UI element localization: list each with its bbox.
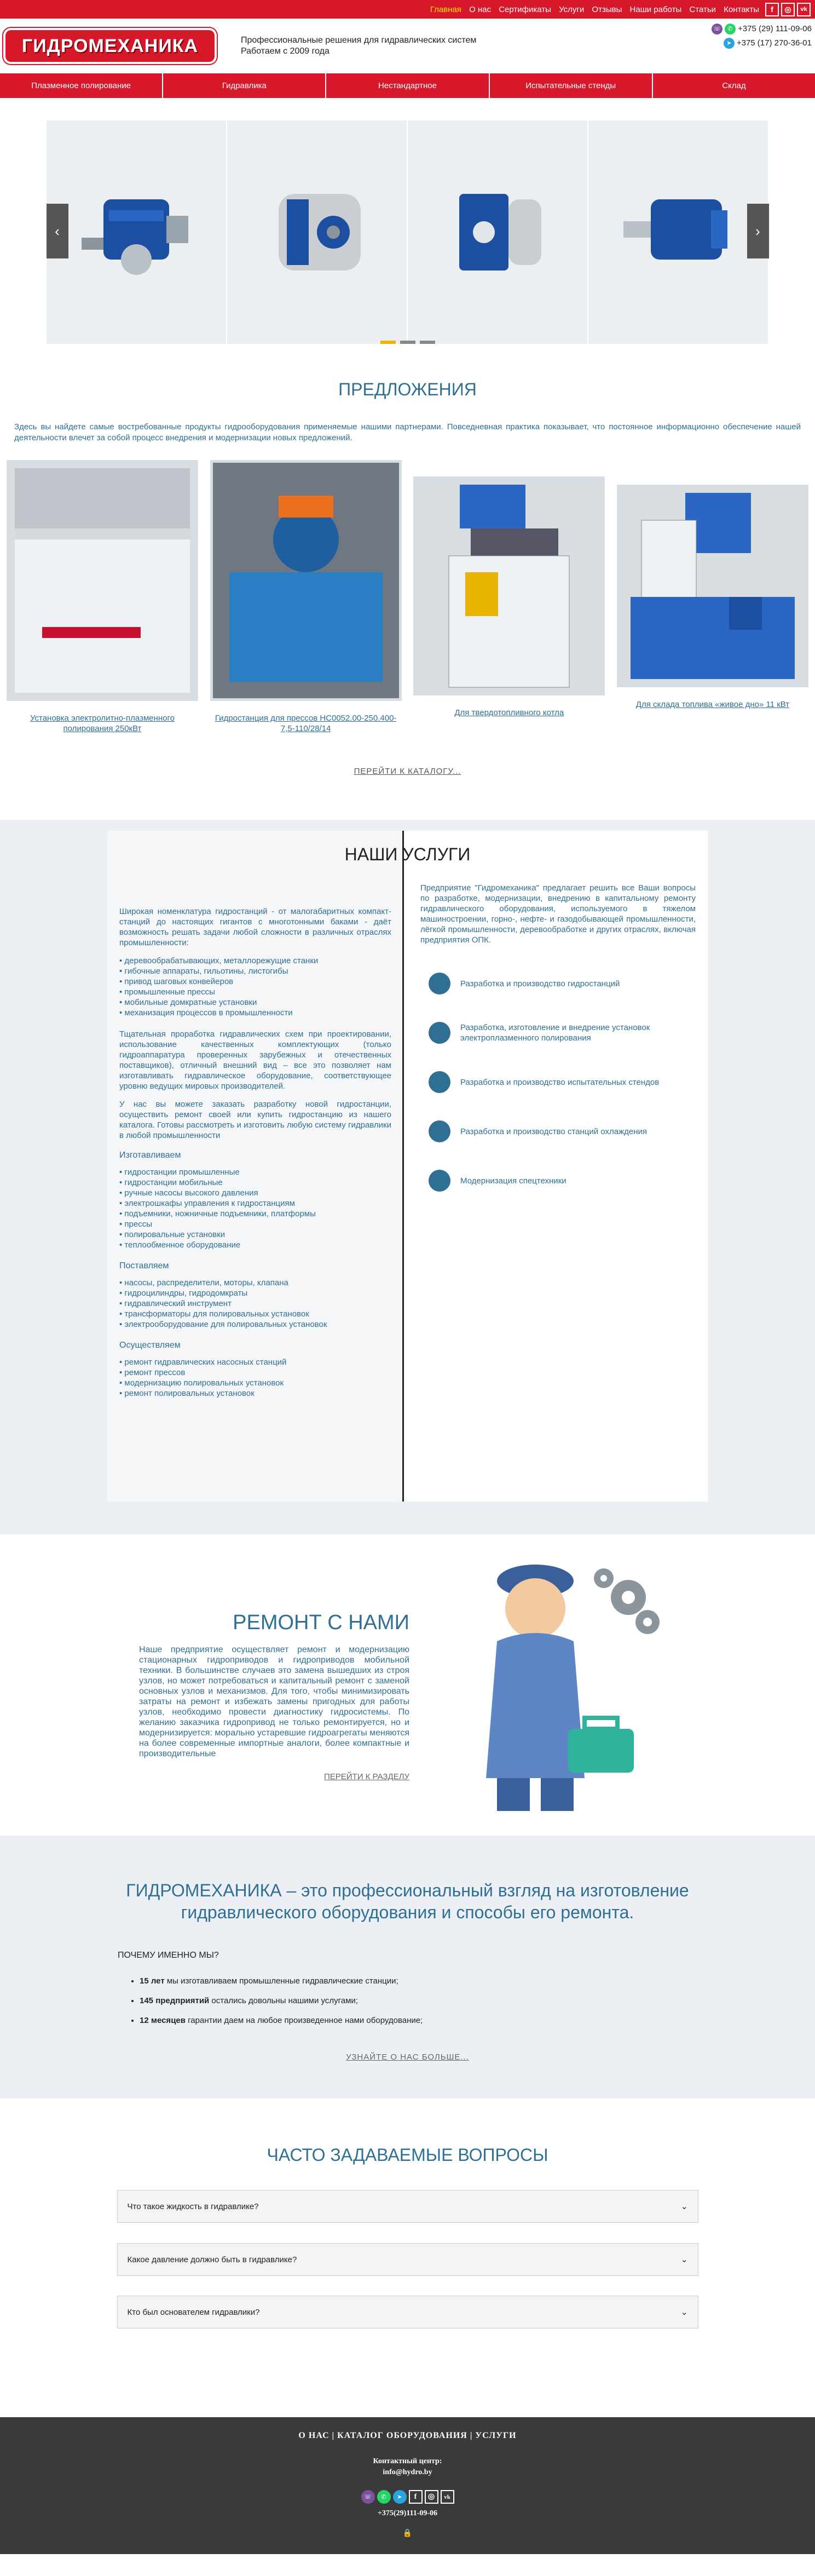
list-item: • насосы, распределители, моторы, клапана: [119, 1278, 288, 1287]
product-slider: [47, 120, 769, 344]
offers-title: ПРЕДЛОЖЕНИЯ: [338, 380, 477, 399]
top-nav-works[interactable]: Наши работы: [629, 4, 682, 14]
check-icon: ✓: [429, 973, 450, 994]
offer-card[interactable]: [413, 460, 605, 718]
faq-section: [0, 2098, 815, 2417]
top-bar: [0, 0, 815, 19]
top-nav-certificates[interactable]: Сертификаты: [499, 4, 551, 14]
menu-plasma-polishing[interactable]: Плазменное полирование: [0, 73, 163, 98]
phone-2[interactable]: +375 (17) 270-36-01: [736, 38, 812, 48]
offer-caption[interactable]: Для твердотопливного котла: [454, 708, 564, 717]
repair-section: [0, 1534, 815, 1836]
service-item: ✓ Разработка и производство станций охлаждения: [420, 1107, 696, 1156]
list-item: • теплообменное оборудование: [119, 1240, 241, 1250]
check-icon: ✓: [429, 1022, 450, 1044]
slide-gear-pump-2[interactable]: [408, 120, 588, 344]
service-item: ✓ Разработка и производство гидростанций: [420, 959, 696, 1008]
footer-email[interactable]: info@hydro.by: [383, 2468, 432, 2476]
make-heading: Изготавливаем: [119, 1151, 181, 1160]
offer-image: [617, 485, 808, 687]
slider-next-button[interactable]: ›: [747, 204, 769, 258]
offer-card[interactable]: [210, 460, 402, 734]
make-list: [119, 1167, 391, 1250]
list-item: • ремонт прессов: [119, 1368, 186, 1377]
services-right-paragraph: Предприятие "Гидромеханика" предлагает решить все Ваши вопросы по разработке, модернизации, внедрению в капитальному ремонту гидравлического оборудования, используемого в тяжелом машиностроении, горно-, нефте- и газодобывающей промышленности, лёгкой промышленности, деревообработке и других отраслях, включая предприятия ОПК.: [420, 883, 696, 945]
catalog-link[interactable]: ПЕРЕЙТИ К КАТАЛОГУ...: [354, 767, 461, 776]
industries-list: [119, 956, 391, 1018]
services-right: [404, 831, 708, 1502]
list-item: • деревообрабатывающих, металлорежущие станки: [119, 956, 319, 965]
mechanic-illustration: [431, 1548, 683, 1822]
telegram-icon[interactable]: ➤: [724, 38, 735, 49]
offers-intro: Здесь вы найдете самые востребованные продукты гидрооборудования применяемые нашими партнерами. Повседневная практика показывает, что постоянное информационно обеспечение нашей деятельности влечет за собой процесс внедрения и модернизации новых предложений.: [14, 422, 801, 442]
slide-axial-pump[interactable]: [47, 120, 227, 344]
phone-1[interactable]: +375 (29) 111-09-06: [738, 24, 812, 33]
footer-contact-label: Контактный центр:: [373, 2457, 442, 2465]
list-item: • ремонт гидравлических насосных станций: [119, 1358, 287, 1367]
why-list: [140, 1971, 815, 2031]
offer-image: [7, 460, 198, 701]
faq-title: ЧАСТО ЗАДАВАЕМЫЕ ВОПРОСЫ: [267, 2145, 548, 2165]
offer-card[interactable]: [617, 460, 808, 710]
viber-icon[interactable]: ☏: [712, 24, 722, 34]
about-title: ГИДРОМЕХАНИКА – это профессиональный взгляд на изготовление гидравлического оборудования и способы его ремонта.: [126, 1881, 689, 1922]
facebook-icon[interactable]: f: [765, 3, 779, 16]
list-item: • гидроцилиндры, гидродомкраты: [119, 1289, 248, 1298]
list-item: • привод шаговых конвейеров: [119, 977, 234, 986]
service-item: ✓ Модернизация спецтехники: [420, 1156, 696, 1205]
list-item: • 15 лет мы изготавливаем промышленные гидравлические станции;: [140, 1971, 815, 1991]
list-item: • гибочные аппараты, гильотины, листогибы: [119, 967, 288, 976]
gear-pump-2-image: [437, 177, 558, 287]
instagram-icon[interactable]: ◎: [425, 2490, 438, 2504]
faq-item[interactable]: Что такое жидкость в гидравлике? ⌄: [117, 2190, 698, 2223]
service-item: ✓ Разработка и производство испытательных стендов: [420, 1057, 696, 1107]
faq-item[interactable]: Какое давление должно быть в гидравлике? ⌄: [117, 2243, 698, 2276]
telegram-icon[interactable]: ➤: [393, 2490, 407, 2504]
gear-pump-image: [257, 177, 377, 287]
why-heading: ПОЧЕМУ ИМЕННО МЫ?: [118, 1951, 219, 1960]
top-nav-contacts[interactable]: Контакты: [724, 4, 759, 14]
menu-warehouse[interactable]: Склад: [722, 81, 746, 90]
slider-dot-2[interactable]: [400, 341, 415, 344]
services-paragraph: Тщательная проработка гидравлических схем при проектировании, использование качественных комплектующих (только гидроаппаратура проверенных зарубежных и отечественных поставщиков), отличный внешний вид – все это позволяет нам изготавливать гидравлическое оборудование, соответствующее уровню ведущих мировых производителей.: [119, 1030, 391, 1091]
menu-hydraulics[interactable]: Гидравлика: [163, 73, 326, 98]
about-section: [0, 1836, 815, 2098]
list-item: • электрошкафы управления к гидростанциям: [119, 1199, 295, 1208]
list-item: • 145 предприятий остались довольны нашими услугами;: [140, 1991, 815, 2011]
slider-prev-button[interactable]: ‹: [47, 204, 68, 258]
slide-gear-pump-1[interactable]: [227, 120, 408, 344]
top-social: [765, 3, 811, 16]
offers-list: [7, 460, 808, 734]
service-item: ✓ Разработка, изготовление и внедрение установок электроплазменного полирования: [420, 1008, 696, 1057]
list-item: • прессы: [119, 1220, 153, 1229]
menu-test-stands[interactable]: Испытательные стенды: [490, 73, 653, 98]
chevron-down-icon: ⌄: [680, 2255, 688, 2264]
list-item: • гидравлический инструмент: [119, 1299, 232, 1308]
vk-icon[interactable]: vk: [441, 2490, 454, 2504]
plasma-unit-image: [9, 463, 195, 698]
logo[interactable]: [3, 28, 217, 64]
services-left: [107, 831, 404, 1502]
slider-dot-3[interactable]: [420, 341, 435, 344]
top-nav-home[interactable]: Главная: [430, 4, 461, 14]
list-item: • ручные насосы высокого давления: [119, 1188, 258, 1198]
repair-title: РЕМОНТ С НАМИ: [233, 1611, 409, 1634]
footer-nav[interactable]: О НАС | КАТАЛОГ ОБОРУДОВАНИЯ | УСЛУГИ: [298, 2431, 517, 2440]
main-menu: [0, 73, 815, 99]
tagline-line-2: Работаем с 2009 года: [241, 47, 330, 56]
chevron-down-icon: ⌄: [680, 2308, 688, 2317]
offer-image: [210, 460, 402, 701]
offer-caption[interactable]: Гидростанция для прессов НС0052.00-250.400-7,5-110/28/14: [215, 714, 397, 733]
list-item: • гидростанции мобильные: [119, 1178, 223, 1187]
check-icon: ✓: [429, 1071, 450, 1093]
list-item: • трансформаторы для полировальных установок: [119, 1309, 309, 1319]
footer-social: [0, 2490, 815, 2504]
services-items: [420, 959, 696, 1205]
footer-phone[interactable]: +375(29)111-09-06: [377, 2509, 438, 2517]
do-list: [119, 1357, 391, 1399]
offer-caption[interactable]: Установка электролитно-плазменного полирования 250кВт: [30, 714, 175, 733]
list-item: • ремонт полировальных установок: [119, 1389, 255, 1398]
do-heading: Осуществляем: [119, 1341, 181, 1350]
footer-contact: [0, 2456, 815, 2478]
offer-card[interactable]: [7, 460, 198, 734]
check-icon: ✓: [429, 1170, 450, 1192]
vk-icon[interactable]: vk: [797, 3, 811, 16]
top-nav-articles[interactable]: Статьи: [689, 4, 716, 14]
whatsapp-icon[interactable]: ✆: [725, 24, 736, 34]
list-item: • механизация процессов в промышленности: [119, 1008, 293, 1017]
axial-pump-image: [71, 177, 202, 287]
offer-image: [413, 476, 605, 695]
footer: [0, 2417, 815, 2554]
top-nav-reviews[interactable]: Отзывы: [592, 4, 622, 14]
header-contacts: [712, 22, 812, 50]
services-title: НАШИ УСЛУГИ: [344, 844, 471, 864]
list-item: • гидростанции промышленные: [119, 1168, 240, 1177]
boiler-station-image: [416, 479, 602, 693]
services-paragraph: У нас вы можете заказать разработку новой гидростанции, осуществить ремонт своей или купить гидростанцию из нашего каталога. Готовы рассмотреть и изготовить любую систему гидравлики в любой промышленности: [119, 1100, 391, 1140]
services-paragraph: Широкая номенклатура гидростанций - от малогабаритных компакт-станций до настоящих гигантов с многотонными баками - даёт возможность решать задачи любой сложности в различных отраслях промышленности:: [119, 907, 391, 947]
repair-link[interactable]: ПЕРЕЙТИ К РАЗДЕЛУ: [323, 1772, 409, 1781]
instagram-icon[interactable]: ◎: [781, 3, 795, 16]
services-card: [107, 831, 708, 1502]
faq-item[interactable]: Кто был основателем гидравлики? ⌄: [117, 2296, 698, 2328]
list-item: • модернизацию полировальных установок: [119, 1378, 284, 1388]
top-nav-about[interactable]: О нас: [469, 4, 492, 14]
fuel-station-image: [620, 487, 806, 685]
header: [0, 19, 815, 73]
top-nav-services[interactable]: Услуги: [559, 4, 585, 14]
repair-text-block: [0, 1534, 409, 1836]
slider-dot-1[interactable]: [380, 341, 396, 344]
whatsapp-icon[interactable]: ✆: [377, 2490, 391, 2504]
top-nav: [427, 5, 762, 14]
supply-heading: Поставляем: [119, 1261, 169, 1270]
list-item: • промышленные прессы: [119, 987, 215, 997]
about-more-link[interactable]: УЗНАЙТЕ О НАС БОЛЬШЕ...: [346, 2052, 469, 2062]
repair-text: Наше предприятие осуществляет ремонт и модернизацию стационарных гидроприводов и гидроприводов мобильной техники. В большинстве случаев это замена вышедших из строя узлов, но может потребоваться и капитальный ремонт с заменой основных узлов и механизмов. Для того, чтобы минимизировать затраты на ремонт и избежать замены пригодных для работы узлов, необходимо провести диагностику гидросистемы. По желанию заказчика гидропривод не только ремонтируется, но и модернизируется: морально устаревшие гидроагрегаты меняются на более современные импортные аналоги, более компактные и производительные: [139, 1645, 409, 1758]
facebook-icon[interactable]: f: [409, 2490, 423, 2504]
services-section: [0, 820, 815, 1534]
slider-dots: [0, 341, 815, 344]
supply-list: [119, 1278, 391, 1330]
viber-icon[interactable]: ☏: [361, 2490, 375, 2504]
list-item: • 12 месяцев гарантии даем на любое произведенное нами оборудование;: [140, 2011, 815, 2031]
list-item: • электрооборудование для полировальных установок: [119, 1320, 327, 1329]
offer-caption[interactable]: Для склада топлива «живое дно» 11 кВт: [635, 700, 790, 709]
press-station-image: [213, 463, 399, 698]
list-item: • полировальные установки: [119, 1230, 226, 1239]
slide-motor[interactable]: [588, 120, 769, 344]
check-icon: ✓: [429, 1120, 450, 1142]
lock-icon: 🔒: [402, 2529, 413, 2538]
hydro-motor-image: [612, 177, 744, 287]
repair-illustration: [409, 1534, 815, 1836]
list-item: • подъемники, ножничные подъемники, платформы: [119, 1209, 316, 1218]
list-item: • мобильные домкратные установки: [119, 998, 257, 1007]
tagline-line-1: Профессиональные решения для гидравлических систем: [241, 36, 477, 45]
tagline: [241, 35, 476, 57]
menu-custom[interactable]: Нестандартное: [326, 73, 489, 98]
logo-text: ГИДРОМЕХАНИКА: [21, 35, 199, 56]
chevron-down-icon: ⌄: [680, 2202, 688, 2211]
